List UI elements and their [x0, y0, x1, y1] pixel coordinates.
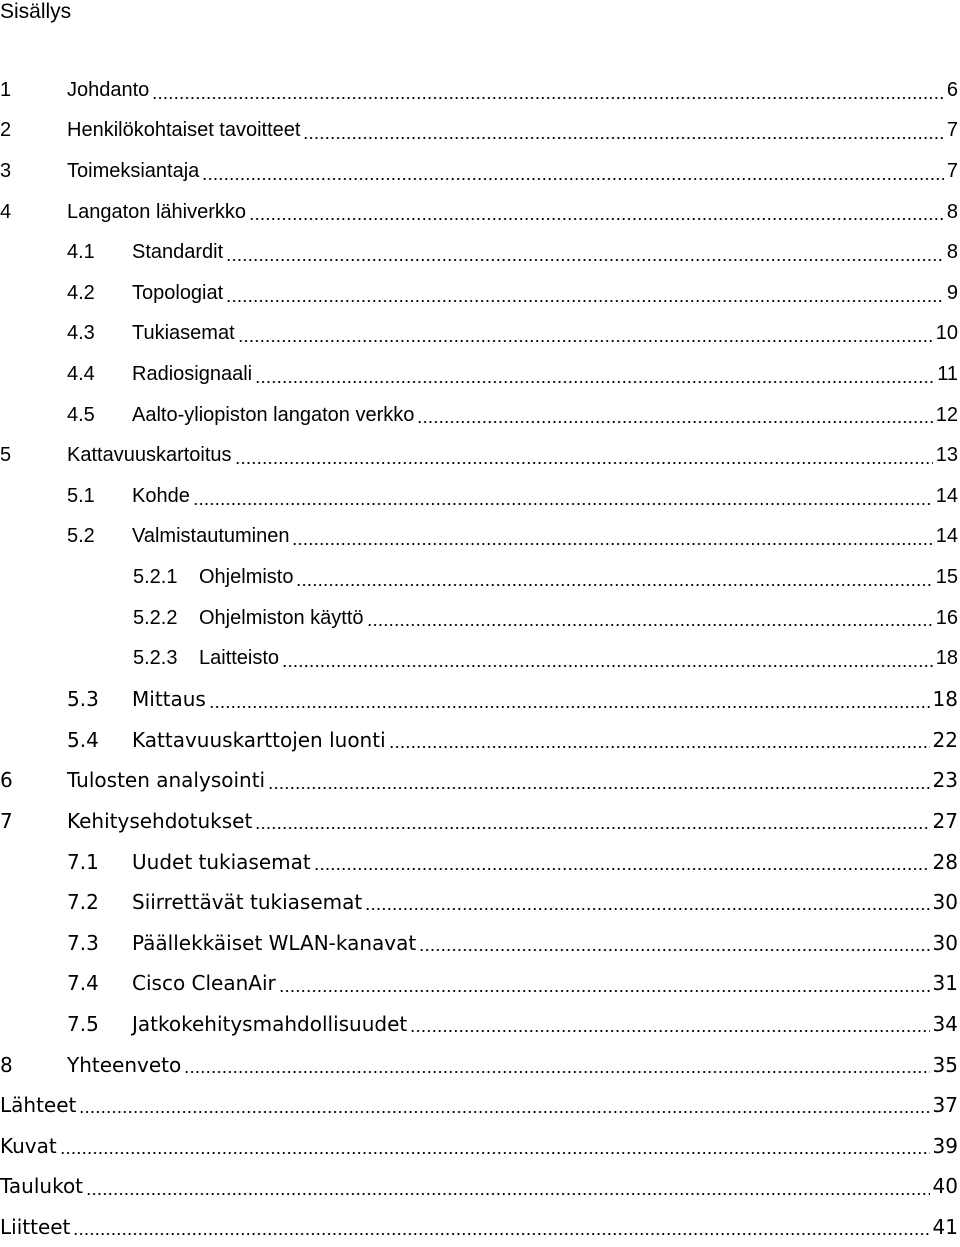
toc-entry-number: 6 [0, 768, 13, 793]
toc-entry-number: 5.2.1 [133, 565, 178, 588]
toc-entry-page-number: 28 [932, 849, 958, 874]
toc-entry[interactable] [0, 557, 958, 598]
toc-dot-leader [410, 1029, 929, 1033]
toc-entry-label: Ohjelmiston käyttö [199, 606, 364, 629]
toc-entry[interactable] [0, 192, 958, 233]
toc-entry[interactable] [0, 273, 958, 314]
toc-entry[interactable] [0, 70, 958, 111]
toc-entry-page-number: 7 [946, 159, 958, 182]
toc-entry-page-number: 16 [935, 606, 958, 629]
toc-entry-label: Valmistautuminen [132, 525, 290, 548]
toc-entry-number: 4 [0, 200, 12, 223]
toc-entry-page-number: 12 [935, 403, 958, 426]
toc-entry-page-number: 40 [932, 1174, 958, 1199]
toc-entry-label: Radiosignaali [132, 362, 253, 385]
toc-entry-number: 8 [0, 1052, 13, 1077]
toc-entry[interactable] [0, 922, 958, 963]
toc-entry-number: 7.4 [67, 971, 99, 996]
toc-entry[interactable] [0, 1085, 958, 1126]
toc-entry-number: 7.1 [67, 849, 99, 874]
toc-dot-leader [367, 623, 933, 627]
toc-entry-page-number: 11 [937, 362, 958, 385]
toc-entry-label: Tulosten analysointi [67, 768, 266, 793]
toc-dot-leader [417, 420, 932, 424]
toc-entry[interactable] [0, 638, 958, 679]
toc-entry-page-number: 37 [932, 1093, 958, 1118]
toc-entry[interactable] [0, 760, 958, 801]
toc-entry-label: Jatkokehitysmahdollisuudet [132, 1011, 408, 1036]
toc-entry-number: 4.2 [67, 281, 95, 304]
toc-entry-number: 7.5 [67, 1011, 99, 1036]
toc-entry-label: Toimeksiantaja [67, 159, 200, 182]
toc-dot-leader [73, 1232, 929, 1236]
toc-dot-leader [268, 786, 929, 790]
toc-entry-number: 5.2.2 [133, 606, 178, 629]
toc-entry-label: Tukiasemat [132, 322, 235, 345]
toc-entry-number: 5.2.3 [133, 647, 178, 670]
toc-entry-page-number: 6 [946, 78, 958, 101]
toc-entry-label: Kattavuuskarttojen luonti [132, 727, 386, 752]
toc-dot-leader [279, 989, 930, 993]
toc-entry-label: Kuvat [0, 1133, 57, 1158]
toc-entry-label: Uudet tukiasemat [132, 849, 311, 874]
toc-entry-number: 7.2 [67, 890, 99, 915]
toc-entry-page-number: 9 [946, 281, 958, 304]
toc-entry[interactable] [0, 517, 958, 558]
toc-entry-page-number: 39 [932, 1133, 958, 1158]
toc-entry-page-number: 30 [932, 890, 958, 915]
toc-dot-leader [86, 1192, 930, 1196]
toc-entry-label: Mittaus [132, 687, 206, 712]
toc-entry-label: Taulukot [0, 1174, 84, 1199]
toc-entry-label: Yhteenveto [67, 1052, 182, 1077]
toc-entry-page-number: 18 [935, 647, 958, 670]
toc-dot-leader [235, 461, 933, 465]
toc-entry-label: Langaton lähiverkko [67, 200, 247, 223]
toc-entry[interactable] [0, 314, 958, 355]
toc-dot-leader [79, 1110, 929, 1114]
toc-entry-number: 7.3 [67, 930, 99, 955]
toc-dot-leader [419, 948, 929, 952]
toc-entry[interactable] [0, 882, 958, 923]
toc-entry-page-number: 13 [935, 444, 958, 467]
toc-entry-number: 5.1 [67, 484, 95, 507]
toc-entry-number: 5 [0, 444, 12, 467]
toc-entry-number: 5.4 [67, 727, 99, 752]
toc-dot-leader [249, 217, 944, 221]
toc-entry-number: 5.3 [67, 687, 99, 712]
toc-entry-label: Standardit [132, 241, 224, 264]
toc-entry[interactable] [0, 435, 958, 476]
toc-entry-page-number: 8 [946, 241, 958, 264]
toc-entry-page-number: 22 [932, 727, 958, 752]
toc-entry-label: Kehitysehdotukset [67, 808, 253, 833]
toc-dot-leader [184, 1070, 929, 1074]
toc-entry-label: Johdanto [67, 78, 150, 101]
toc-entry[interactable] [0, 720, 958, 761]
toc-entry-number: 5.2 [67, 525, 95, 548]
toc-entry-label: Laitteisto [199, 647, 280, 670]
toc-entry-page-number: 14 [935, 484, 958, 507]
toc-entry-label: Topologiat [132, 281, 224, 304]
toc-dot-leader [152, 96, 944, 100]
toc-dot-leader [389, 745, 930, 749]
toc-entry-label: Lähteet [0, 1093, 77, 1118]
toc-dot-leader [303, 136, 943, 140]
toc-entry-number: 3 [0, 159, 12, 182]
toc-dot-leader [226, 258, 944, 262]
toc-dot-leader [255, 380, 934, 384]
toc-entry[interactable] [0, 1044, 958, 1085]
toc-dot-leader [365, 907, 929, 911]
toc-entry[interactable] [0, 1125, 958, 1166]
toc-entry-page-number: 8 [946, 200, 958, 223]
toc-entry-label: Siirrettävät tukiasemat [132, 890, 363, 915]
table-of-contents [0, 70, 958, 1247]
toc-dot-leader [226, 299, 944, 303]
toc-entry[interactable] [0, 354, 958, 395]
toc-entry[interactable] [0, 1166, 958, 1207]
toc-entry[interactable] [0, 1207, 958, 1247]
toc-entry-page-number: 31 [932, 971, 958, 996]
toc-entry[interactable] [0, 395, 958, 436]
toc-dot-leader [296, 583, 932, 587]
toc-dot-leader [238, 339, 933, 343]
toc-entry-number: 4.1 [67, 241, 95, 264]
toc-entry[interactable] [0, 1004, 958, 1045]
toc-entry-label: Kohde [132, 484, 190, 507]
toc-entry[interactable] [0, 598, 958, 639]
toc-entry-number: 1 [0, 78, 12, 101]
toc-entry-number: 4.5 [67, 403, 95, 426]
toc-entry[interactable] [0, 801, 958, 842]
toc-entry-number: 4.3 [67, 322, 95, 345]
toc-entry-number: 2 [0, 119, 12, 142]
toc-entry-label: Liitteet [0, 1214, 71, 1239]
toc-entry-page-number: 34 [932, 1011, 958, 1036]
toc-entry-page-number: 10 [935, 322, 958, 345]
toc-dot-leader [255, 826, 929, 830]
toc-entry[interactable] [0, 111, 958, 152]
toc-entry-label: Henkilökohtaiset tavoitteet [67, 119, 301, 142]
toc-entry-page-number: 14 [935, 525, 958, 548]
toc-entry[interactable] [0, 963, 958, 1004]
toc-entry-label: Ohjelmisto [199, 565, 294, 588]
toc-entry-page-number: 23 [932, 768, 958, 793]
toc-entry-page-number: 15 [935, 565, 958, 588]
toc-entry[interactable] [0, 232, 958, 273]
toc-dot-leader [292, 542, 932, 546]
toc-entry-page-number: 7 [946, 119, 958, 142]
toc-entry-label: Cisco CleanAir [132, 971, 276, 996]
toc-entry-page-number: 35 [932, 1052, 958, 1077]
toc-dot-leader [202, 177, 944, 181]
toc-entry-label: Aalto-yliopiston langaton verkko [132, 403, 415, 426]
toc-entry-page-number: 30 [932, 930, 958, 955]
toc-entry-page-number: 27 [932, 808, 958, 833]
toc-dot-leader [60, 1151, 930, 1155]
toc-dot-leader [282, 664, 933, 668]
toc-title: Sisällys [0, 0, 72, 23]
toc-dot-leader [193, 502, 933, 506]
toc-entry[interactable] [0, 476, 958, 517]
toc-entry-number: 7 [0, 808, 13, 833]
toc-entry[interactable] [0, 841, 958, 882]
toc-entry-page-number: 41 [932, 1214, 958, 1239]
toc-entry[interactable] [0, 151, 958, 192]
toc-entry-label: Päällekkäiset WLAN-kanavat [132, 930, 417, 955]
toc-entry[interactable] [0, 679, 958, 720]
toc-entry-page-number: 18 [932, 687, 958, 712]
toc-entry-label: Kattavuuskartoitus [67, 444, 232, 467]
toc-entry-number: 4.4 [67, 362, 95, 385]
toc-dot-leader [314, 867, 930, 871]
toc-dot-leader [209, 705, 930, 709]
